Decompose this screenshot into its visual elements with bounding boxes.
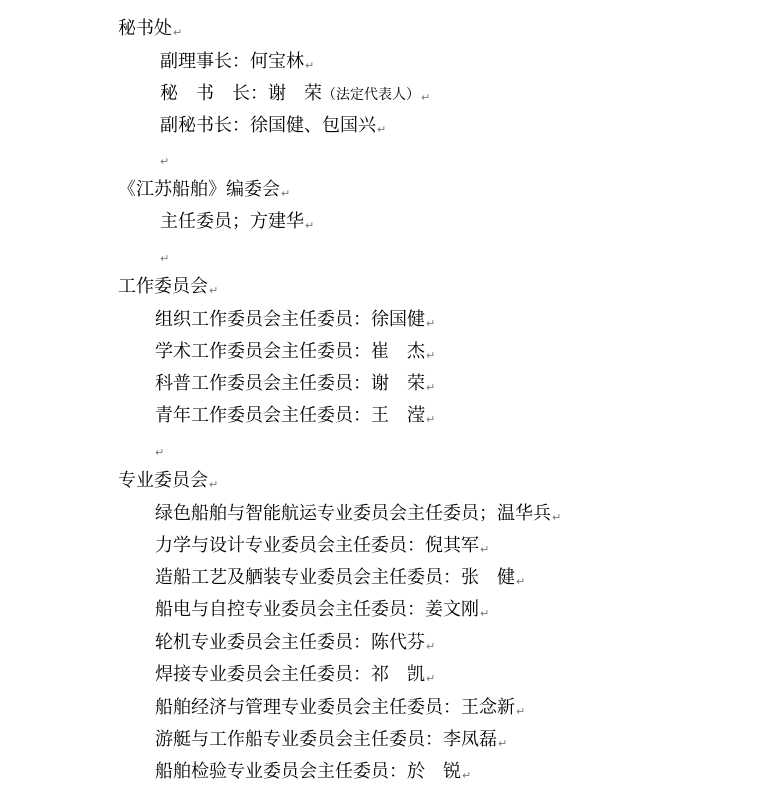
professional-committee-row (155, 535, 489, 561)
row-text: 力学与设计专业委员会主任委员：倪其军 (155, 535, 479, 556)
row-text: 船电与自控专业委员会主任委员：姜文刚 (155, 599, 479, 620)
row-text: 绿色船舶与智能航运专业委员会主任委员；温华兵 (155, 503, 551, 524)
paragraph-mark-icon: ↵ (421, 91, 431, 104)
heading-text: 专业委员会 (118, 470, 208, 491)
paragraph-mark-icon: ↵ (426, 381, 436, 394)
row-text: 组织工作委员会主任委员：徐国健 (155, 309, 425, 330)
professional-committee-row (155, 599, 489, 625)
row-note: （法定代表人） (322, 87, 420, 103)
work-committee-row (155, 309, 435, 335)
paragraph-mark-icon: ↵ (426, 349, 436, 362)
blank-paragraph (160, 244, 169, 270)
blank-paragraph (155, 438, 164, 464)
professional-committee-row (155, 632, 435, 658)
row-text: 主任委员；方建华 (160, 211, 304, 232)
row-text: 造船工艺及舾装专业委员会主任委员：张 健 (155, 567, 515, 588)
paragraph-mark-icon: ↵ (209, 478, 219, 491)
paragraph-mark-icon: ↵ (155, 446, 165, 459)
row-text: 科普工作委员会主任委员：谢 荣 (155, 373, 425, 394)
row-text: 青年工作委员会主任委员：王 滢 (155, 405, 425, 426)
professional-committee-row (155, 729, 507, 755)
paragraph-mark-icon: ↵ (281, 187, 291, 200)
row-text: 船舶检验专业委员会主任委员：於 锐 (155, 761, 461, 782)
paragraph-mark-icon: ↵ (480, 607, 490, 620)
professional-committee-row (155, 567, 525, 593)
paragraph-mark-icon: ↵ (173, 26, 183, 39)
row-text: 副理事长：何宝林 (160, 51, 304, 72)
row-text: 船舶经济与管理专业委员会主任委员：王念新 (155, 697, 515, 718)
paragraph-mark-icon: ↵ (480, 543, 490, 556)
row-text: 焊接专业委员会主任委员：祁 凯 (155, 664, 425, 685)
paragraph-mark-icon: ↵ (552, 511, 562, 524)
professional-committee-row (155, 503, 561, 529)
heading-text: 《江苏船舶》编委会 (118, 179, 280, 200)
paragraph-mark-icon: ↵ (426, 640, 436, 653)
work-committee-row (155, 405, 435, 431)
work-committee-row (155, 341, 435, 367)
professional-committee-row (155, 697, 525, 723)
paragraph-mark-icon: ↵ (498, 737, 508, 750)
heading-text: 工作委员会 (118, 276, 208, 297)
paragraph-mark-icon: ↵ (305, 59, 315, 72)
paragraph-mark-icon: ↵ (516, 705, 526, 718)
editorial-row-chair (160, 211, 314, 237)
paragraph-mark-icon: ↵ (209, 284, 219, 297)
row-text: 游艇与工作船专业委员会主任委员：李凤磊 (155, 729, 497, 750)
professional-committee-row (155, 761, 471, 787)
paragraph-mark-icon: ↵ (377, 123, 387, 136)
paragraph-mark-icon: ↵ (426, 317, 436, 330)
section-heading-work-committees (118, 276, 218, 302)
blank-paragraph (160, 147, 169, 173)
work-committee-row (155, 373, 435, 399)
paragraph-mark-icon: ↵ (516, 575, 526, 588)
paragraph-mark-icon: ↵ (160, 252, 170, 265)
secretariat-row-secretary-general (160, 83, 430, 109)
row-text: 轮机专业委员会主任委员：陈代芬 (155, 632, 425, 653)
row-text: 副秘书长：徐国健、包国兴 (160, 115, 376, 136)
paragraph-mark-icon: ↵ (426, 413, 436, 426)
secretariat-row-deputy-secretary-general (160, 115, 386, 141)
row-text: 秘 书 长：谢 荣 (160, 83, 322, 104)
professional-committee-row (155, 664, 435, 690)
section-heading-professional-committees (118, 470, 218, 496)
secretariat-row-vice-chairman (160, 51, 314, 77)
paragraph-mark-icon: ↵ (426, 672, 436, 685)
paragraph-mark-icon: ↵ (462, 769, 472, 782)
paragraph-mark-icon: ↵ (305, 219, 315, 232)
heading-text: 秘书处 (118, 18, 172, 39)
section-heading-editorial (118, 179, 290, 205)
paragraph-mark-icon: ↵ (160, 155, 170, 168)
row-text: 学术工作委员会主任委员：崔 杰 (155, 341, 425, 362)
section-heading-secretariat (118, 18, 182, 44)
